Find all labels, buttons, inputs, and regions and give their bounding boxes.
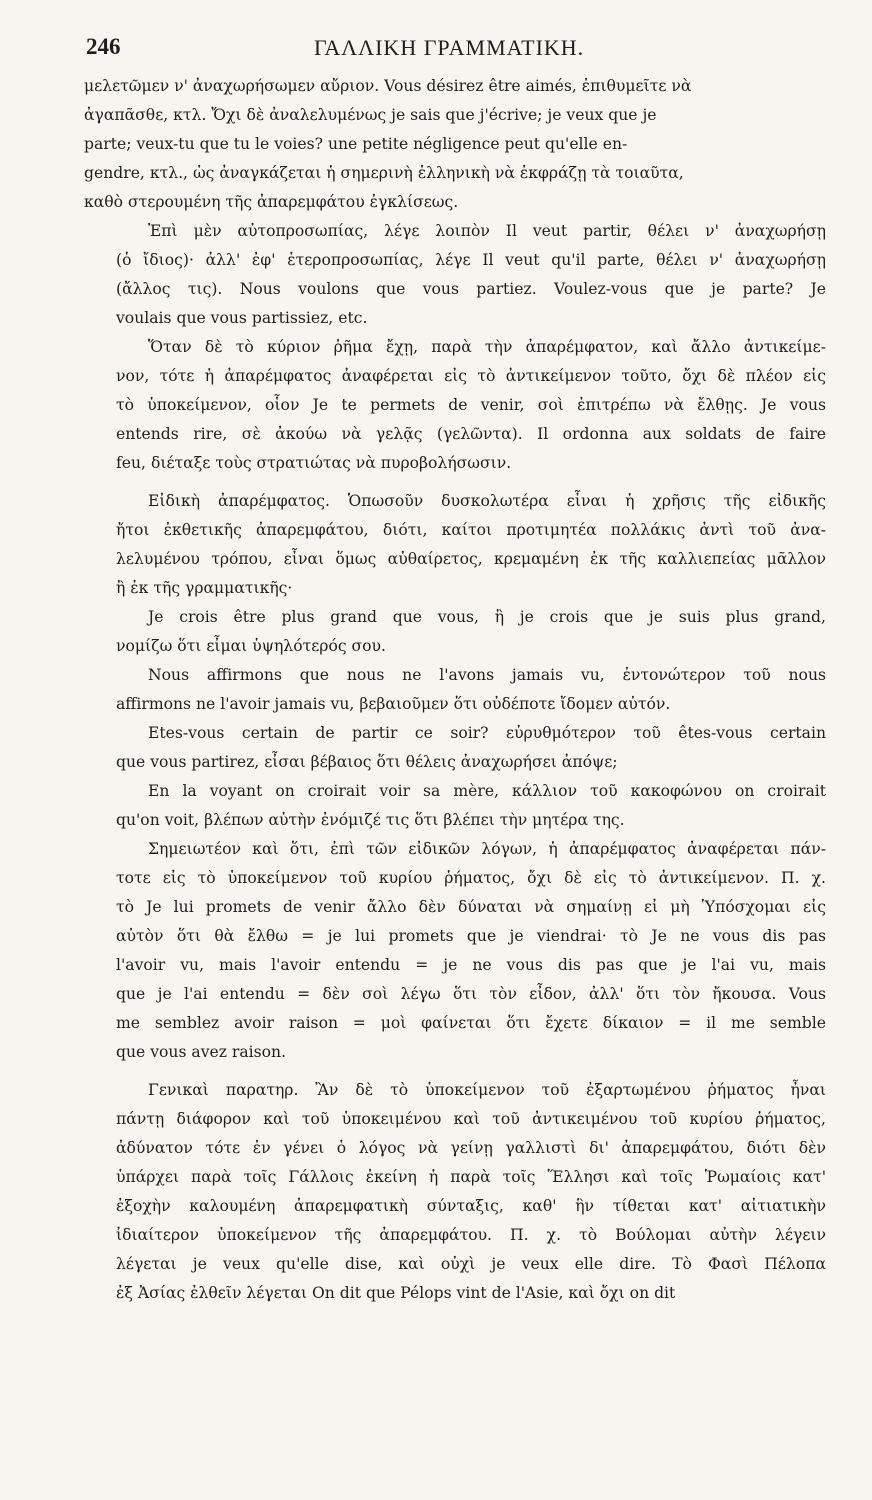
text-line: Ἐπὶ μὲν αὐτοπροσωπίας, λέγε λοιπὸν Il veut partir, θέλει ν' ἀναχωρήσῃ xyxy=(148,222,826,240)
text-line: λέγεται je veux qu'elle dise, καὶ οὐχὶ je veux elle dire. Τὸ Φασὶ Πέλοπα xyxy=(116,1255,826,1273)
text-line: Ὅταν δὲ τὸ κύριον ῥῆμα ἔχῃ, παρὰ τὴν ἀπαρέμφατον, καὶ ἄλλο ἀντικείμε- xyxy=(148,338,826,356)
text-line: μελετῶμεν ν' ἀναχωρήσωμεν αὔριον. Vous désirez être aimés, ἐπιθυμεῖτε νὰ xyxy=(84,77,692,95)
page-number: 246 xyxy=(86,34,121,59)
text-line: λελυμένου τρόπου, εἶναι ὅμως αὐθαίρετος, κρεμαμένη ἐκ τῆς καλλιεπείας μᾶλλον xyxy=(116,550,826,568)
paragraph xyxy=(84,333,826,478)
text-line: feu, διέταξε τοὺς στρατιώτας νὰ πυροβολήσωσιν. xyxy=(116,454,512,472)
body-text xyxy=(84,72,826,1308)
text-line: ἤτοι ἐκθετικῆς ἀπαρεμφάτου, διότι, καίτοι προτιμητέα πολλάκις ἀντὶ τοῦ ἀνα- xyxy=(116,521,826,539)
paragraph xyxy=(84,719,826,777)
paragraph xyxy=(84,217,826,333)
text-line: ἐξοχὴν καλουμένη ἀπαρεμφατικὴ σύνταξις, καθ' ἣν τίθεται κατ' αἰτιατικὴν xyxy=(116,1197,826,1215)
text-line: ἢ ἐκ τῆς γραμματικῆς· xyxy=(116,579,293,597)
paragraph xyxy=(84,777,826,835)
text-line: En la voyant on croirait voir sa mère, κάλλιον τοῦ κακοφώνου on croirait xyxy=(148,782,826,800)
text-line: Εἰδικὴ ἀπαρέμφατος. Ὁπωσοῦν δυσκολωτέρα εἶναι ἡ χρῆσις τῆς εἰδικῆς xyxy=(148,492,826,510)
text-line: ἰδιαίτερον ὑποκείμενον τῆς ἀπαρεμφάτου. Π. χ. τὸ Βούλομαι αὐτὴν λέγειν xyxy=(116,1226,826,1244)
text-line: que vous avez raison. xyxy=(116,1043,287,1061)
text-line: parte; veux-tu que tu le voies? une petite négligence peut qu'elle en- xyxy=(84,135,628,153)
text-line: que je l'ai entendu = δὲν σοὶ λέγω ὅτι τὸν εἶδον, ἀλλ' ὅτι τὸν ἤκουσα. Vous xyxy=(116,985,826,1003)
paragraph xyxy=(84,72,826,217)
paragraph xyxy=(84,835,826,1067)
text-line: que vous partirez, εἶσαι βέβαιος ὅτι θέλεις ἀναχωρήσει ἀπόψε; xyxy=(116,753,618,771)
text-line: affirmons ne l'avoir jamais vu, βεβαιοῦμεν ὅτι οὐδέποτε ἴδομεν αὐτόν. xyxy=(116,695,671,713)
text-line: me semblez avoir raison = μοὶ φαίνεται ὅτι ἔχετε δίκαιον = il me semble xyxy=(116,1014,826,1032)
text-line: l'avoir vu, mais l'avoir entendu = je ne vous dis pas que je l'ai vu, mais xyxy=(116,956,826,974)
paragraph xyxy=(84,603,826,661)
text-line: πάντῃ διάφορον καὶ τοῦ ὑποκειμένου καὶ τοῦ ἀντικειμένου τοῦ κυρίου ῥήματος, xyxy=(116,1110,826,1128)
paragraph xyxy=(84,661,826,719)
text-line: Γενικαὶ παρατηρ. Ἂν δὲ τὸ ὑποκείμενον τοῦ ἐξαρτωμένου ῥήματος ἦναι xyxy=(148,1081,826,1099)
text-line: entends rire, σὲ ἀκούω νὰ γελᾷς (γελῶντα). Il ordonna aux soldats de faire xyxy=(116,425,826,443)
text-line: ἐξ Ἀσίας ἐλθεῖν λέγεται On dit que Pélops vint de l'Asie, καὶ ὄχι on dit xyxy=(116,1284,676,1302)
text-line: νομίζω ὅτι εἶμαι ὑψηλότερός σου. xyxy=(116,637,386,655)
text-line: τὸ Je lui promets de venir ἄλλο δὲν δύναται νὰ σημαίνῃ εἰ μὴ Ὑπόσχομαι εἰς xyxy=(116,898,826,916)
text-line: Je crois être plus grand que vous, ἢ je crois que je suis plus grand, xyxy=(148,608,826,626)
text-line: ἀδύνατον τότε ἐν γένει ὁ λόγος νὰ γείνῃ γαλλιστὶ δι' ἀπαρεμφάτου, διότι δὲν xyxy=(116,1139,826,1157)
paragraph xyxy=(84,487,826,603)
paragraph xyxy=(84,1076,826,1308)
text-line: τοτε εἰς τὸ ὑποκείμενον τοῦ κυρίου ῥήματος, ὄχι δὲ εἰς τὸ ἀντικείμενον. Π. χ. xyxy=(116,869,826,887)
text-line: Nous affirmons que nous ne l'avons jamais vu, ἐντονώτερον τοῦ nous xyxy=(148,666,826,684)
text-line: Σημειωτέον καὶ ὅτι, ἐπὶ τῶν εἰδικῶν λόγων, ἡ ἀπαρέμφατος ἀναφέρεται πάν- xyxy=(148,840,826,858)
text-line: τὸ ὑποκείμενον, οἷον Je te permets de venir, σοὶ ἐπιτρέπω νὰ ἔλθῃς. Je vous xyxy=(116,396,826,414)
running-title: ΓΑΛΛΙΚΗ ΓΡΑΜΜΑΤΙΚΗ. xyxy=(314,35,585,60)
text-line: Etes-vous certain de partir ce soir? εὐρυθμότερον τοῦ êtes-vous certain xyxy=(148,724,826,742)
text-line: (ὁ ἴδιος)· ἀλλ' ἐφ' ἑτεροπροσωπίας, λέγε Il veut qu'il parte, θέλει ν' ἀναχωρήσῃ xyxy=(116,251,826,269)
text-line: ὑπάρχει παρὰ τοῖς Γάλλοις ἐκείνη ἡ παρὰ τοῖς Ἕλλησι καὶ τοῖς Ῥωμαίοις κατ' xyxy=(116,1168,826,1186)
text-line: gendre, κτλ., ὡς ἀναγκάζεται ἡ σημερινὴ ἑλληνικὴ νὰ ἐκφράζῃ τὰ τοιαῦτα, xyxy=(84,164,684,182)
text-line: ἀγαπᾶσθε, κτλ. Ὄχι δὲ ἀναλελυμένως je sais que j'écrive; je veux que je xyxy=(84,106,657,124)
text-line: αὐτὸν ὅτι θὰ ἔλθω = je lui promets que je viendrai· τὸ Je ne vous dis pas xyxy=(116,927,826,945)
text-line: voulais que vous partissiez, etc. xyxy=(116,309,368,327)
page-header xyxy=(86,34,822,64)
text-line: νον, τότε ἡ ἀπαρέμφατος ἀναφέρεται εἰς τὸ ἀντικείμενον τοῦτο, ὄχι δὲ πλέον εἰς xyxy=(116,367,826,385)
text-line: (ἄλλος τις). Nous voulons que vous partiez. Voulez-vous que je parte? Je xyxy=(116,280,826,298)
text-line: καθὸ στερουμένη τῆς ἀπαρεμφάτου ἐγκλίσεως. xyxy=(84,193,459,211)
text-line: qu'on voit, βλέπων αὐτὴν ἐνόμιζέ τις ὅτι βλέπει τὴν μητέρα της. xyxy=(116,811,625,829)
